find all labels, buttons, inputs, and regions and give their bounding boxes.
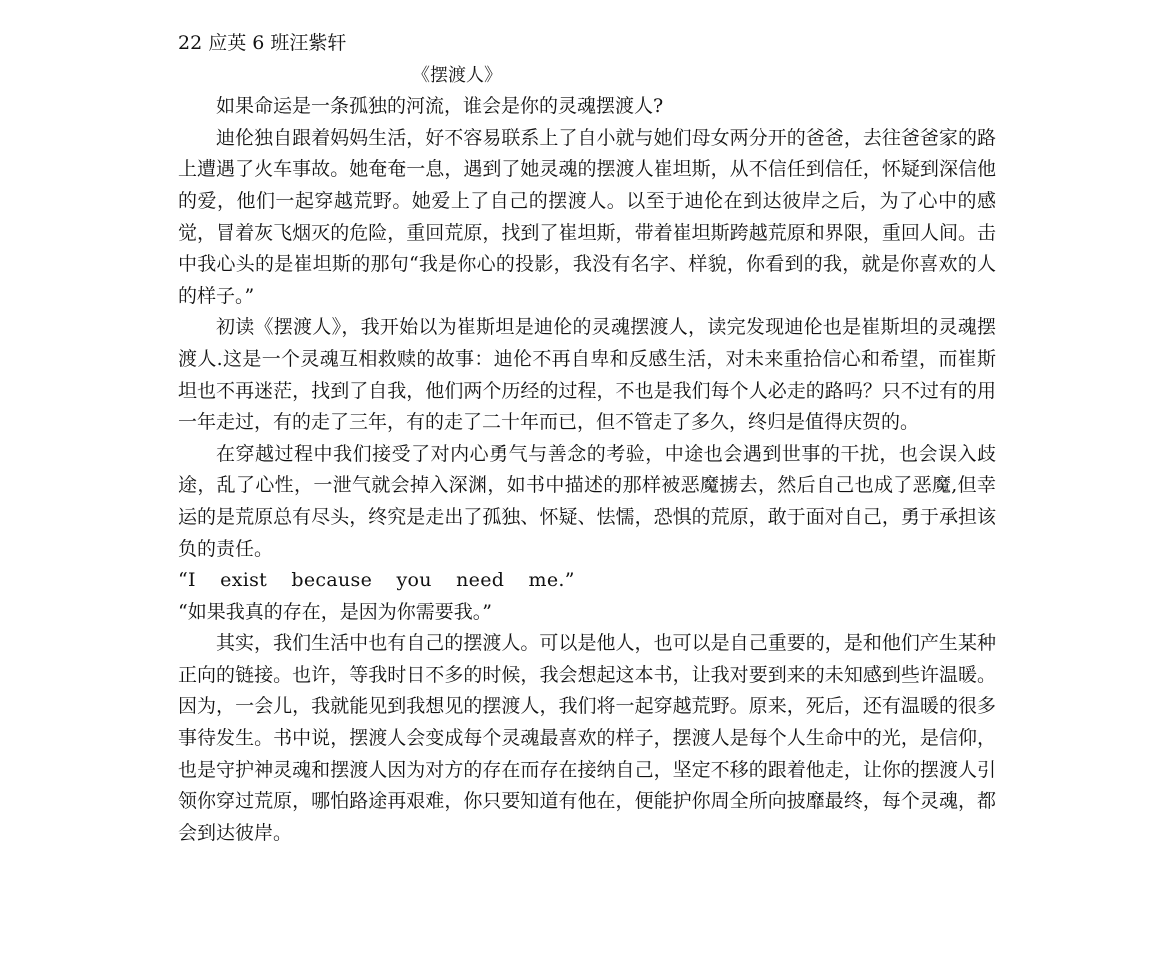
- english-quote: “I exist because you need me.”: [178, 569, 575, 592]
- story-paragraph: 迪伦独自跟着妈妈生活，好不容易联系上了自小就与她们母女两分开的爸爸，去往爸爸家的路上遭遇了火车事故。她奄奄一息，遇到了她灵魂的摆渡人崔坦斯，从不信任到信任，怀疑到深信他的爱，他们一起穿越荒野。她爱上了自己的摆渡人。以至于迪伦在到达彼岸之后，为了心中的感觉，冒着灰飞烟灭的危险，重回荒原，找到了崔坦斯，带着崔坦斯跨越荒原和界限，重回人间。击中我心头的是崔坦斯的那句“我是你心的投影，我没有名字、样貌，你看到的我，就是你喜欢的人的样子。”: [178, 126, 996, 307]
- closing-paragraph: 其实，我们生活中也有自己的摆渡人。可以是他人，也可以是自己重要的，是和他们产生某种正向的链接。也许，等我时日不多的时候，我会想起这本书，让我对要到来的未知感到些许温暖。因为，一会儿，我就能见到我想见的摆渡人，我们将一起穿越荒野。原来，死后，还有温暖的很多事待发生。书中说，摆渡人会变成每个灵魂最喜欢的样子，摆渡人是每个人生命中的光，是信仰，也是守护神灵魂和摆渡人因为对方的存在而存在接纳自己，坚定不移的跟着他走，让你的摆渡人引领你穿过荒原，哪怕路途再艰难，你只要知道有他在，便能护你周全所向披靡最终，每个灵魂，都会到达彼岸。: [178, 632, 996, 844]
- chinese-quote: “如果我真的存在，是因为你需要我。”: [178, 600, 492, 623]
- essay-title: 《摆渡人》: [412, 64, 502, 86]
- document-page: [178, 28, 996, 849]
- author-line: 22 应英 6 班汪紫轩: [178, 32, 347, 54]
- journey-paragraph: 在穿越过程中我们接受了对内心勇气与善念的考验，中途也会遇到世事的干扰，也会误入歧途，乱了心性，一泄气就会掉入深渊，如书中描述的那样被恶魔掳去，然后自己也成了恶魔,但幸运的是荒原总有尽头，终究是走出了孤独、怀疑、怯懦，恐惧的荒原，敢于面对自己，勇于承担该负的责任。: [178, 442, 996, 560]
- intro-paragraph: 如果命运是一条孤独的河流，谁会是你的灵魂摆渡人?: [216, 95, 664, 118]
- reflection-paragraph: 初读《摆渡人》，我开始以为崔斯坦是迪伦的灵魂摆渡人，读完发现迪伦也是崔斯坦的灵魂摆渡人.这是一个灵魂互相救赎的故事：迪伦不再自卑和反感生活，对未来重拾信心和希望，而崔斯坦也不再迷茫，找到了自我，他们两个历经的过程，不也是我们每个人必走的路吗？只不过有的用一年走过，有的走了三年，有的走了二十年而已，但不管走了多久，终归是值得庆贺的。: [178, 316, 996, 434]
